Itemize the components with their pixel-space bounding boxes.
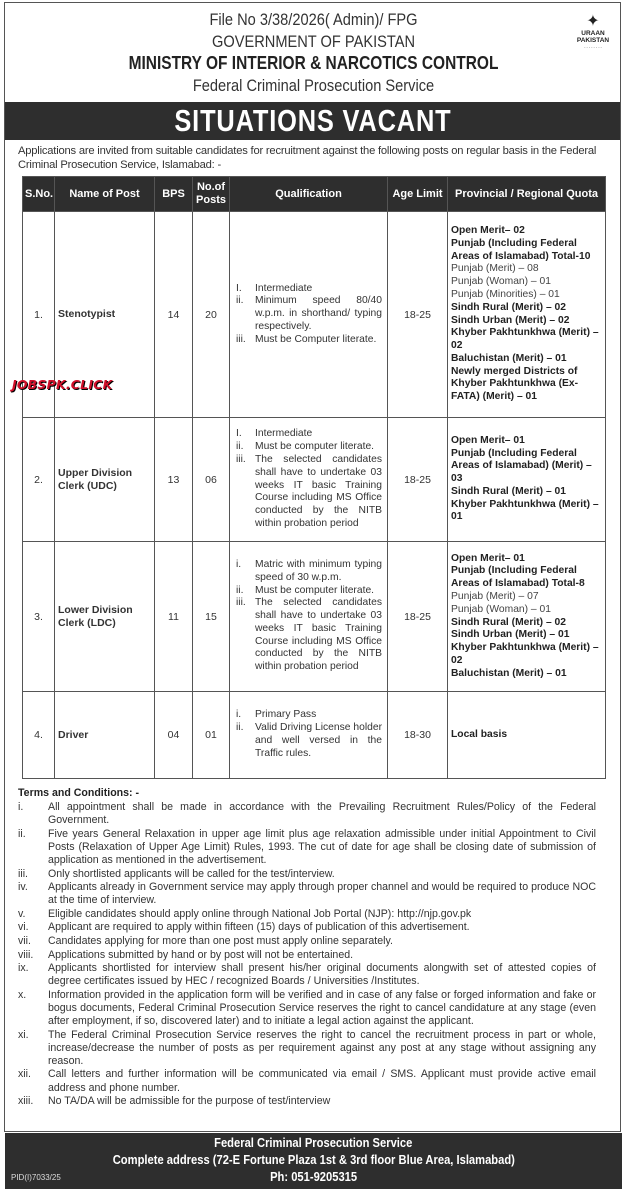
table-row <box>23 692 606 779</box>
cell-sno: 4. <box>23 692 55 779</box>
term-item: xi. The Federal Criminal Prosecution Service reserves the right to cancel the recruitment process in part or whole, increase/decrease the number of posts as per requirement against any post at any stage without assigning any reason. <box>18 1028 596 1067</box>
term-item: x. Information provided in the application form will be verified and in case of any false or forged information and fake or bogus documents, Federal Criminal Prosecution Service reserves the right to cancel candidature at any stage (even after employment, if so, discovered later) and to initiate a legal action against the applicant. <box>18 988 596 1028</box>
term-item: vii. Candidates applying for more than one post must apply online separately. <box>18 935 393 948</box>
situations-vacant-banner <box>5 102 620 140</box>
term-item: vi. Applicant are required to apply within fifteen (15) days of publication of this advertisement. <box>18 921 470 934</box>
cell-sno: 3. <box>23 542 55 692</box>
qualification-item: ii. Minimum speed 80/40 w.p.m. in shorthand/ typing respectively. <box>236 295 382 332</box>
cell-sno: 1. <box>23 212 55 418</box>
quota-line: Baluchistan (Merit) – 01 <box>451 667 567 679</box>
qualification-item: ii. Valid Driving License holder and well versed in the Traffic rules. <box>236 722 382 759</box>
cell-bps: 13 <box>155 418 193 542</box>
term-item: xiii. No TA/DA will be admissible for the purpose of test/interview <box>18 1095 331 1108</box>
quota-line: Newly merged Districts of Khyber Pakhtunkhwa (Ex-FATA) (Merit) – 01 <box>451 365 579 403</box>
table-header-row <box>23 177 606 212</box>
term-item: viii. Applications submitted by hand or by post will not be entertained. <box>18 948 354 961</box>
quota-line: Khyber Pakhtunkhwa (Merit) – 02 <box>451 642 599 666</box>
quota-line: Khyber Pakhtunkhwa (Merit) – 01 <box>451 498 599 523</box>
quota-line: Open Merit– 02 <box>451 224 525 236</box>
quota-line: Sindh Urban (Merit) – 01 <box>451 629 570 641</box>
qualification-item: I. Intermediate <box>236 282 313 294</box>
quota-line: Open Merit– 01 <box>451 434 525 446</box>
term-item: i. All appointment shall be made in accordance with the Prevailing Recruitment Rules/Policy of the Federal Government. <box>18 801 596 827</box>
bird-icon: ✦ <box>586 13 600 30</box>
footer-band <box>5 1133 622 1189</box>
term-item: ii. Five years General Relaxation in upper age limit plus age relaxation admissible under initial Appointment to Civil Posts (Relaxation of Upper Age Limit) Rules, 1993. The cut of date for age shall be closing date of submission of application as mentioned in the advertisement. <box>18 827 596 866</box>
col-header-posts: No.of Posts <box>193 177 230 212</box>
quota-line: Local basis <box>451 728 508 740</box>
term-item: iv. Applicants already in Government service may apply through proper channel and would be required to produce NOC at the time of interview. <box>18 881 596 907</box>
cell-posts: 20 <box>193 212 230 418</box>
cell-posts: 15 <box>193 542 230 692</box>
term-item: v. Eligible candidates should apply online through National Job Portal (NJP): http://njp.gov.pk <box>18 907 472 920</box>
cell-post-name: Upper Division Clerk (UDC) <box>55 418 155 542</box>
cell-bps: 14 <box>155 212 193 418</box>
table-row <box>23 542 606 692</box>
col-header-bps: BPS <box>155 177 193 212</box>
qualification-item: ii. Must be computer literate. <box>236 441 375 453</box>
col-header-post: Name of Post <box>55 177 155 212</box>
quota-line: Punjab (Minorities) – 01 <box>451 288 560 300</box>
qualification-list <box>233 559 384 674</box>
posts-table <box>22 176 606 779</box>
qualification-item: i. Matric with minimum typing speed of 30 w.p.m. <box>236 558 382 583</box>
quota-line: Sindh Rural (Merit) – 02 <box>451 616 567 628</box>
footer-address: Complete address (72-E Fortune Plaza 1st & 3rd floor Blue Area, Islamabad) <box>112 1152 515 1167</box>
intro-text: Applications are invited from suitable candidates for recruitment against the following posts on regular basis in the Federal Criminal Prosecution Service, Islamabad: - <box>18 145 597 171</box>
terms-list <box>18 801 596 1108</box>
quota-line: Punjab (Merit) – 08 <box>451 263 539 275</box>
footer-phone: Ph: 051-9205315 <box>269 1169 358 1184</box>
cell-posts: 01 <box>193 692 230 779</box>
quota-line: Sindh Rural (Merit) – 01 <box>451 485 567 497</box>
ministry-title: MINISTRY OF INTERIOR & NARCOTICS CONTROL <box>128 53 499 73</box>
qualification-list <box>233 709 384 760</box>
qualification-item: I. Intermediate <box>236 428 313 440</box>
cell-bps: 11 <box>155 542 193 692</box>
col-header-sno: S.No. <box>23 177 55 212</box>
table-row <box>23 418 606 542</box>
quota-line: Punjab (Woman) – 01 <box>451 603 551 615</box>
footer-org: Federal Criminal Prosecution Service <box>214 1135 413 1150</box>
qualification-item: iii. Must be Computer literate. <box>236 333 377 345</box>
quota-line: Baluchistan (Merit) – 01 <box>451 352 567 364</box>
quota-line: Punjab (Woman) – 01 <box>451 276 551 288</box>
cell-age: 18-25 <box>388 542 448 692</box>
cell-posts: 06 <box>193 418 230 542</box>
quota-line: Khyber Pakhtunkhwa (Merit) – 02 <box>451 327 599 352</box>
cell-post-name: Stenotypist <box>55 212 155 418</box>
cell-sno: 2. <box>23 418 55 542</box>
term-item: ix. Applicants shortlisted for interview shall present his/her original documents alongwith set of attested copies of degree certificates issued by HEC / recognized Boards / Universities /Institutes. <box>18 962 596 988</box>
cell-qualification <box>230 212 388 418</box>
file-number: File No 3/38/2026( Admin)/ FPG <box>209 10 418 29</box>
cell-post-name: Driver <box>55 692 155 779</box>
col-header-qualification: Qualification <box>230 177 388 212</box>
quota-line: Sindh Urban (Merit) – 02 <box>451 314 570 326</box>
cell-age: 18-30 <box>388 692 448 779</box>
logo-tagline: ۔۔۔۔۔۔۔۔ <box>583 44 603 49</box>
qualification-item: iii. The selected candidates shall have to undertake 03 weeks IT basic Training Course including MS Office conducted by the NITB within probation period <box>236 597 382 673</box>
qualification-list <box>233 428 384 530</box>
cell-age: 18-25 <box>388 418 448 542</box>
cell-qualification <box>230 692 388 779</box>
cell-age: 18-25 <box>388 212 448 418</box>
cell-quota <box>448 418 606 542</box>
col-header-quota: Provincial / Regional Quota <box>448 177 606 212</box>
government-title: GOVERNMENT OF PAKISTAN <box>211 32 416 51</box>
cell-quota <box>448 692 606 779</box>
cell-quota <box>448 212 606 418</box>
logo-line1: URAAN <box>581 30 605 37</box>
qualification-item: i. Primary Pass <box>236 709 317 721</box>
banner-text: SITUATIONS VACANT <box>173 103 452 138</box>
cell-qualification <box>230 418 388 542</box>
quota-line: Punjab (Merit) – 07 <box>451 590 539 602</box>
term-item: xii. Call letters and further information will be communicated via email / SMS. Applicant must provide active email address and phone number. <box>18 1068 596 1094</box>
cell-quota <box>448 542 606 692</box>
cell-qualification <box>230 542 388 692</box>
quota-line: Punjab (Including Federal Areas of Islamabad) Total-10 <box>451 237 591 262</box>
cell-post-name: Lower Division Clerk (LDC) <box>55 542 155 692</box>
quota-line: Punjab (Including Federal Areas of Islamabad) Total-8 <box>451 565 585 590</box>
watermark: JOBSPK.CLICK <box>12 377 113 392</box>
cell-bps: 04 <box>155 692 193 779</box>
terms-section <box>18 787 596 1109</box>
qualification-item: ii. Must be computer literate. <box>236 584 375 596</box>
logo-line2: PAKISTAN <box>576 37 610 44</box>
qualification-list <box>233 283 384 347</box>
uraan-pakistan-logo <box>570 14 616 49</box>
department-title: Federal Criminal Prosecution Service <box>192 76 435 95</box>
quota-line: Sindh Rural (Merit) – 02 <box>451 301 567 313</box>
qualification-item: iii. The selected candidates shall have to undertake 03 weeks IT basic Training Course including MS Office conducted by the NITB within probation period <box>236 453 382 529</box>
term-item: iii. Only shortlisted applicants will be called for the test/interview. <box>18 867 335 880</box>
col-header-age: Age Limit <box>388 177 448 212</box>
quota-line: Open Merit– 01 <box>451 552 525 564</box>
pid-number: PID(I)7033/25 <box>11 1173 61 1182</box>
terms-title: Terms and Conditions: - <box>18 787 140 799</box>
quota-line: Punjab (Including Federal Areas of Islamabad) (Merit) – 03 <box>451 447 592 485</box>
